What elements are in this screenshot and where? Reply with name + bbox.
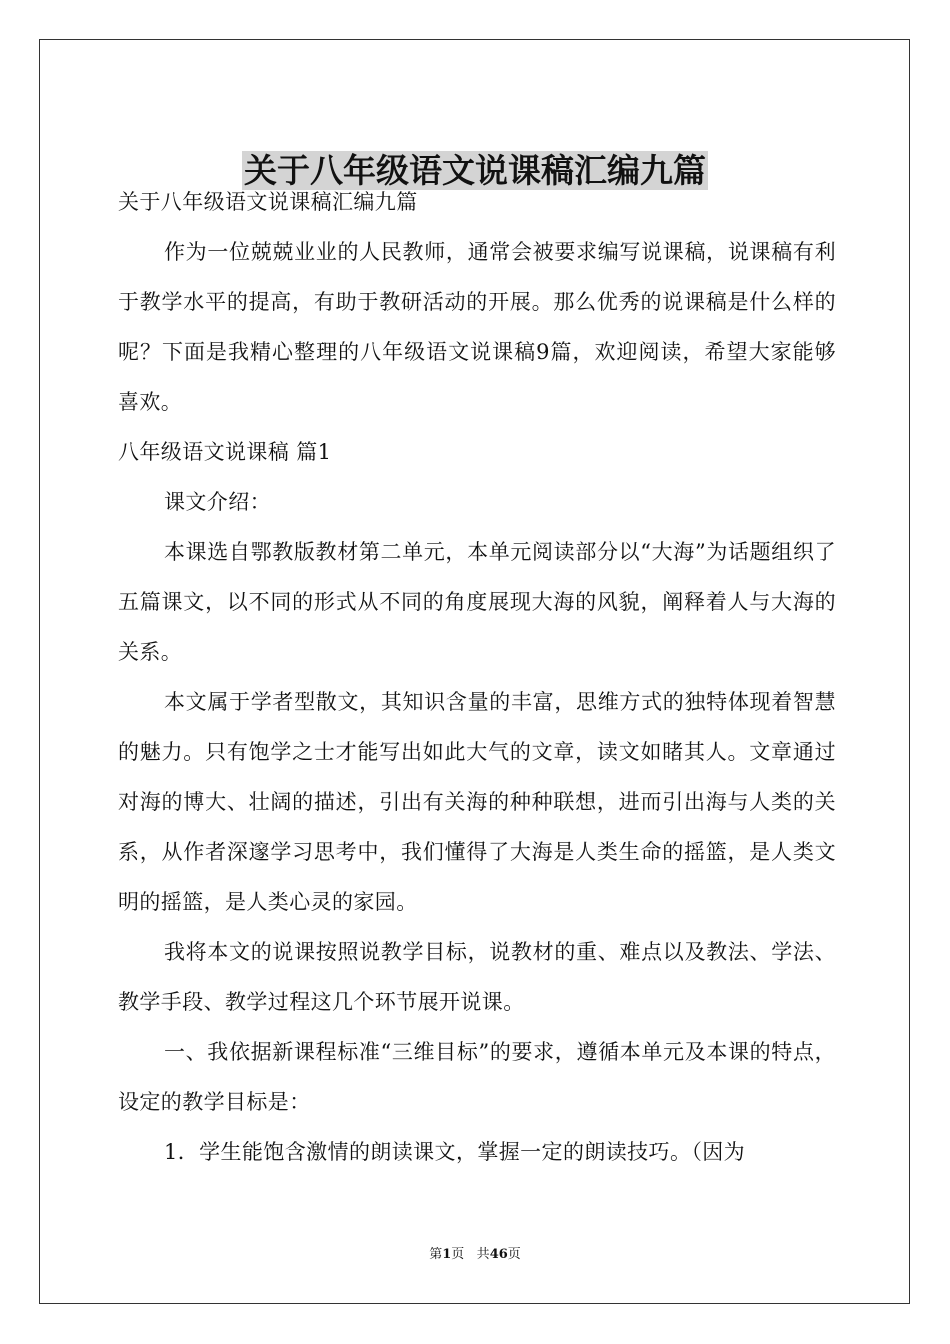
body-paragraph: 我将本文的说课按照说教学目标，说教材的重、难点以及教法、学法、教学手段、教学过程这几个环节展开说课。 bbox=[118, 940, 836, 1014]
footer-page-number: 1 bbox=[442, 1247, 452, 1262]
document-body bbox=[118, 177, 836, 1177]
page-footer bbox=[0, 1245, 950, 1265]
body-paragraph: 1．学生能饱含激情的朗读课文，掌握一定的朗读技巧。（因为 bbox=[164, 1140, 746, 1164]
body-paragraph: 本文属于学者型散文，其知识含量的丰富，思维方式的独特体现着智慧的魅力。只有饱学之士才能写出如此大气的文章，读文如睹其人。文章通过对海的博大、壮阔的描述，引出有关海的种种联想，进而引出海与人类的关系，从作者深邃学习思考中，我们懂得了大海是人类生命的摇篮，是人类文明的摇篮，是人类心灵的家园。 bbox=[118, 690, 836, 914]
footer-page-suffix: 页 bbox=[451, 1247, 465, 1262]
footer-total-prefix: 共 bbox=[476, 1247, 490, 1262]
document-title-text: 关于八年级语文说课稿汇编九篇 bbox=[244, 151, 706, 191]
body-paragraph: 课文介绍： bbox=[164, 490, 271, 514]
footer-total-suffix: 页 bbox=[507, 1247, 521, 1262]
footer-page-prefix: 第 bbox=[429, 1247, 443, 1262]
body-paragraph: 本课选自鄂教版教材第二单元，本单元阅读部分以“大海”为话题组织了五篇课文，以不同的形式从不同的角度展现大海的风貌，阐释着人与大海的关系。 bbox=[118, 540, 836, 664]
footer-total-pages: 46 bbox=[489, 1247, 508, 1262]
section-heading: 八年级语文说课稿 篇1 bbox=[118, 440, 332, 464]
body-paragraph: 一、我依据新课程标准“三维目标”的要求，遵循本单元及本课的特点，设定的教学目标是： bbox=[118, 1040, 836, 1114]
body-paragraph: 作为一位兢兢业业的人民教师，通常会被要求编写说课稿，说课稿有利于教学水平的提高，有助于教研活动的开展。那么优秀的说课稿是什么样的呢？下面是我精心整理的八年级语文说课稿9篇，欢迎阅读，希望大家能够喜欢。 bbox=[118, 240, 836, 414]
body-paragraph: 关于八年级语文说课稿汇编九篇 bbox=[118, 190, 418, 214]
